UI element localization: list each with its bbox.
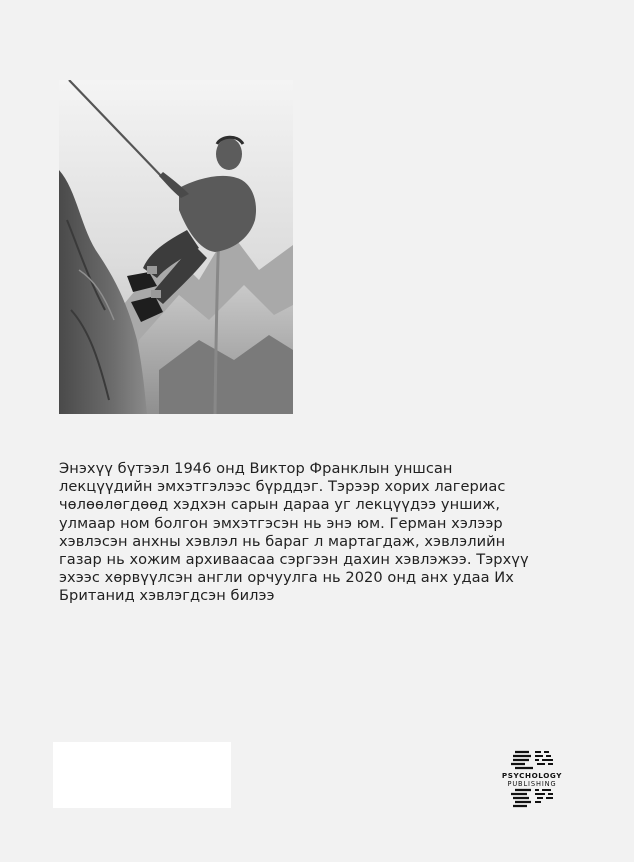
description-line: Британид хэвлэгдсэн билээ (59, 587, 275, 605)
climber-photo-image (59, 80, 293, 414)
publisher-logo (492, 750, 572, 812)
description-line: хэвлэсэн анхны хэвлэл нь бараг л мартагдаж, хэвлэлийн (59, 532, 506, 550)
publisher-name-line2: PUBLISHING (507, 780, 557, 788)
description-line: чөлөөлөгдөөд хэдхэн сарын дараа уг лекцүүдээ уншиж, (59, 496, 501, 514)
publisher-logo-bottom-icon (509, 788, 555, 808)
climber-photo (59, 80, 293, 414)
description-line: улмаар ном болгон эмхэтгэсэн нь энэ юм. Герман хэлээр (59, 514, 503, 532)
publisher-logo-top-icon (509, 750, 555, 770)
description-line: газар нь хожим архиваасаа сэргээн дахин хэвлэжээ. Тэрхүү (59, 551, 529, 569)
publisher-name-line1: PSYCHOLOGY (501, 771, 563, 780)
description-line: лекцүүдийн эмхэтгэлээс бүрддэг. Тэрээр хорих лагериас (59, 478, 506, 496)
book-description (59, 460, 579, 606)
description-line: эхээс хөрвүүлсэн англи орчуулга нь 2020 онд анх удаа Их (59, 569, 514, 587)
barcode-area (53, 742, 231, 808)
description-line: Энэхүү бүтээл 1946 онд Виктор Франклын уншсан (59, 460, 453, 477)
